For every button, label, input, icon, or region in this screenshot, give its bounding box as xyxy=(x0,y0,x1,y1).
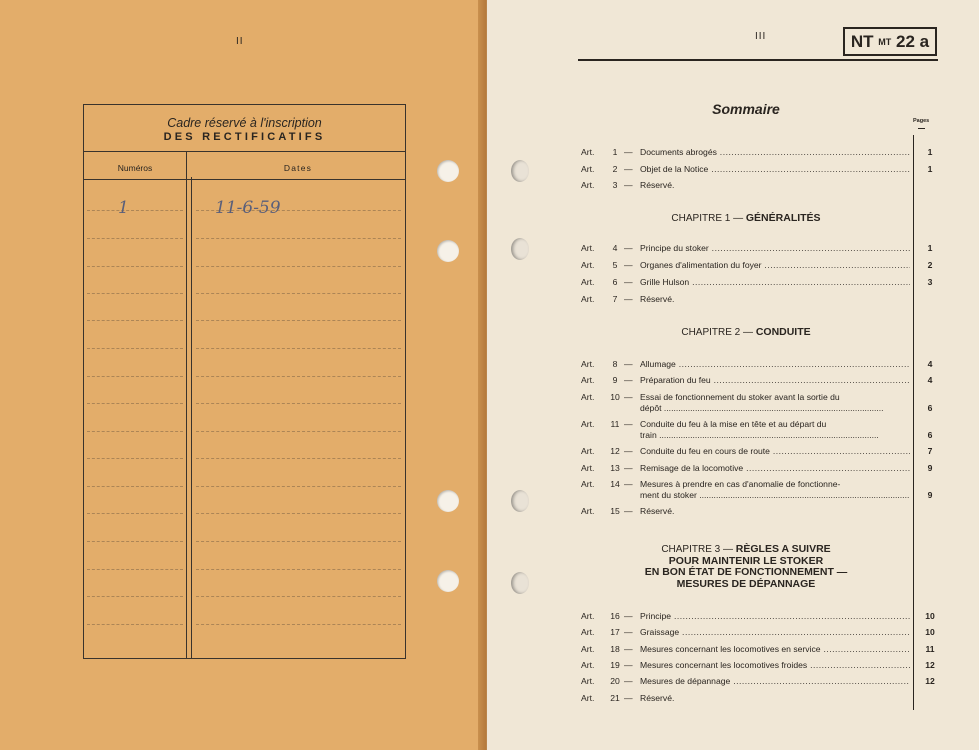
toc-title: Sommaire xyxy=(712,101,780,117)
punch-hole xyxy=(511,572,529,594)
ruled-line xyxy=(196,624,401,625)
chapter-1-prefix: CHAPITRE 1 — xyxy=(671,213,744,224)
toc-art-number: 16 xyxy=(610,611,620,621)
toc-dash: — xyxy=(624,506,633,517)
toc-dash: — xyxy=(624,277,633,287)
toc-art-number: 11 xyxy=(610,418,620,429)
toc-art-number: 17 xyxy=(610,627,620,638)
toc-art-number: 2 xyxy=(612,163,618,174)
toc-entry-title: Mesures concernant les locomotives en service ..... xyxy=(640,644,910,655)
ruled-line xyxy=(87,376,183,377)
ruled-line xyxy=(87,403,183,404)
ruled-line xyxy=(87,513,183,514)
chapter-3-heading xyxy=(578,544,914,590)
toc-art-number: 18 xyxy=(610,643,620,654)
toc-entry-title: Remisage de la locomotive ..... xyxy=(640,463,910,474)
toc-dash: — xyxy=(624,147,633,157)
toc-art-label: Art. xyxy=(581,692,595,703)
rectificatifs-title-line2: DES RECTIFICATIFS xyxy=(163,131,326,143)
toc-dash: — xyxy=(624,478,633,489)
toc-art-label: Art. xyxy=(581,294,595,304)
toc-dash: — xyxy=(624,462,633,473)
ruled-line xyxy=(196,376,401,377)
toc-entry-title: Objet de la Notice ..... xyxy=(640,164,910,175)
toc-art-label: Art. xyxy=(581,478,595,489)
toc-dash: — xyxy=(624,418,633,429)
chapter-2-prefix: CHAPITRE 2 — xyxy=(681,327,754,338)
toc-art-number: 14 xyxy=(610,478,620,489)
toc-dash: — xyxy=(624,611,633,621)
punch-hole xyxy=(437,240,459,262)
ruled-line xyxy=(87,210,183,211)
ruled-line xyxy=(87,458,183,459)
toc-dash: — xyxy=(624,391,633,402)
toc-art-label: Art. xyxy=(581,147,595,157)
ruled-line xyxy=(196,431,401,432)
numeros-column-header: Numéros xyxy=(117,163,153,173)
left-page xyxy=(0,0,487,750)
ruled-line xyxy=(87,293,183,294)
toc-entry-title: Conduite du feu en cours de route ..... xyxy=(640,446,910,457)
toc-entry-title: Grille Hulson ..... xyxy=(640,277,910,288)
toc-entry-title-continued: dépôt ..... xyxy=(640,403,910,414)
chapter-1-title: GÉNÉRALITÉS xyxy=(745,212,821,224)
chapter-2-heading xyxy=(578,327,914,339)
toc-art-number: 4 xyxy=(612,243,618,253)
toc-entry-title: Réservé. xyxy=(640,294,675,304)
toc-entry-title: Mesures de dépannage ..... xyxy=(640,676,910,687)
toc-dash: — xyxy=(624,375,633,386)
header-underline xyxy=(84,179,405,180)
toc-art-label: Art. xyxy=(581,506,595,517)
toc-art-label: Art. xyxy=(581,418,595,429)
toc-art-number: 8 xyxy=(612,359,618,369)
ruled-line xyxy=(87,320,183,321)
toc-entry-title-continued: train ..... xyxy=(640,430,910,441)
toc-page-number: 11 xyxy=(925,643,935,654)
ruled-line xyxy=(196,266,401,267)
toc-art-number: 12 xyxy=(610,446,620,457)
dates-column-header: Dates xyxy=(283,163,313,173)
ruled-line xyxy=(196,293,401,294)
entry-date: 11-6-59 xyxy=(215,198,281,218)
column-divider xyxy=(191,177,192,658)
toc-dash: — xyxy=(624,294,633,304)
punch-hole xyxy=(437,490,459,512)
ruled-line xyxy=(196,458,401,459)
toc-art-number: 7 xyxy=(612,294,618,304)
toc-page-number: 2 xyxy=(927,260,933,270)
toc-entry-title: Réservé. xyxy=(640,180,675,190)
toc-page-number: 10 xyxy=(925,611,935,621)
document-reference xyxy=(843,27,937,56)
ruled-line xyxy=(87,348,183,349)
toc-art-number: 13 xyxy=(610,462,620,473)
punch-hole xyxy=(437,570,459,592)
ruled-line xyxy=(87,569,183,570)
ruled-line xyxy=(87,266,183,267)
toc-page-number: 7 xyxy=(927,446,933,457)
toc-art-number: 9 xyxy=(612,375,618,386)
toc-art-label: Art. xyxy=(581,676,595,687)
toc-art-label: Art. xyxy=(581,659,595,670)
entry-numero: 1 xyxy=(118,198,129,218)
toc-page-number: 12 xyxy=(925,676,935,687)
toc-dash: — xyxy=(624,243,633,253)
toc-entry-title: Principe du stoker ..... xyxy=(640,243,910,254)
toc-entry-title: Graissage ..... xyxy=(640,627,910,638)
ruled-line xyxy=(196,238,401,239)
toc-art-label: Art. xyxy=(581,462,595,473)
toc-entry-title: Allumage ..... xyxy=(640,359,910,370)
toc-page-number: 10 xyxy=(925,627,935,638)
ruled-line xyxy=(87,624,183,625)
toc-art-number: 19 xyxy=(610,659,620,670)
toc-page-number: 4 xyxy=(927,375,933,386)
toc-page-number: 1 xyxy=(927,147,933,157)
chapter-1-heading xyxy=(578,213,914,225)
ruled-line xyxy=(87,238,183,239)
toc-art-label: Art. xyxy=(581,643,595,654)
rectificatifs-title-line1: Cadre réservé à l'inscription xyxy=(167,116,322,130)
toc-art-number: 15 xyxy=(610,506,620,517)
punch-hole xyxy=(511,238,529,260)
toc-art-number: 20 xyxy=(610,676,620,687)
toc-page-number: 1 xyxy=(927,243,933,253)
toc-art-number: 5 xyxy=(612,260,618,270)
toc-entry-title: Préparation du feu ..... xyxy=(640,375,910,386)
toc-dash: — xyxy=(624,627,633,638)
ruled-line xyxy=(196,320,401,321)
toc-page-number: 3 xyxy=(927,277,933,287)
toc-page-number: 9 xyxy=(927,489,933,500)
toc-dash: — xyxy=(624,659,633,670)
toc-page-number: 1 xyxy=(927,163,933,174)
chapter-3-line2: POUR MAINTENIR LE STOKER xyxy=(668,554,824,567)
column-headers xyxy=(84,151,405,182)
header-rule xyxy=(578,59,938,61)
toc-entry-title: Organes d'alimentation du foyer ..... xyxy=(640,260,910,271)
toc-entry-title: Réservé. xyxy=(640,506,675,517)
column-divider xyxy=(186,151,187,658)
toc-page-number: 6 xyxy=(927,429,933,440)
toc-entry-title: Réservé. xyxy=(640,692,675,703)
punch-hole xyxy=(511,490,529,512)
chapter-3-line4: MESURES DE DÉPANNAGE xyxy=(676,577,816,590)
punch-hole xyxy=(437,160,459,182)
ruled-line xyxy=(196,348,401,349)
right-page-number: III xyxy=(755,31,767,42)
toc-entry-title: Conduite du feu à la mise en tête et au départ du xyxy=(640,418,827,429)
toc-entry-title-continued: ment du stoker ..... xyxy=(640,490,910,501)
ruled-line xyxy=(196,486,401,487)
toc-art-label: Art. xyxy=(581,180,595,190)
ruled-line xyxy=(87,596,183,597)
chapter-2-title: CONDUITE xyxy=(755,326,811,338)
doc-ref-mid: MT xyxy=(878,37,892,48)
toc-art-label: Art. xyxy=(581,375,595,386)
ruled-line xyxy=(196,541,401,542)
ruled-line xyxy=(87,541,183,542)
toc-art-label: Art. xyxy=(581,611,595,621)
toc-art-number: 21 xyxy=(610,692,620,703)
toc-art-label: Art. xyxy=(581,163,595,174)
toc-page-number: 12 xyxy=(925,659,935,670)
ruled-line xyxy=(196,569,401,570)
toc-art-number: 10 xyxy=(610,391,620,402)
toc-entry-title: Essai de fonctionnement du stoker avant la sortie du xyxy=(640,391,840,402)
left-page-number: II xyxy=(236,36,244,47)
ruled-line xyxy=(196,403,401,404)
chapter-3-prefix: CHAPITRE 3 — xyxy=(661,544,733,555)
toc-art-label: Art. xyxy=(581,446,595,457)
rectificatifs-table xyxy=(83,104,406,659)
toc-art-number: 1 xyxy=(612,147,618,157)
toc-art-label: Art. xyxy=(581,277,595,287)
toc-entry-title: Documents abrogés ..... xyxy=(640,147,910,158)
ruled-line xyxy=(196,513,401,514)
toc-entry-title: Mesures concernant les locomotives froides ..... xyxy=(640,660,910,671)
toc-dash: — xyxy=(624,643,633,654)
toc-art-label: Art. xyxy=(581,627,595,638)
chapter-3-line1: RÈGLES A SUIVRE xyxy=(735,543,831,555)
toc-dash: — xyxy=(624,676,633,687)
toc-dash: — xyxy=(624,260,633,270)
toc-dash: — xyxy=(624,180,633,190)
toc-dash: — xyxy=(624,359,633,369)
toc-art-label: Art. xyxy=(581,260,595,270)
toc-page-number: 4 xyxy=(927,359,933,369)
pages-dash xyxy=(918,128,925,129)
punch-hole xyxy=(511,160,529,182)
toc-page-number: 6 xyxy=(927,402,933,413)
ruled-line xyxy=(87,431,183,432)
toc-dash: — xyxy=(624,446,633,457)
toc-art-number: 3 xyxy=(612,180,618,190)
toc-entry-title: Mesures à prendre en cas d'anomalie de fonctionne- xyxy=(640,478,841,489)
toc-art-number: 6 xyxy=(612,277,618,287)
toc-art-label: Art. xyxy=(581,391,595,402)
toc-entry-title: Principe ..... xyxy=(640,611,910,622)
pages-label: Pages xyxy=(913,118,930,124)
toc-dash: — xyxy=(624,692,633,703)
toc-art-label: Art. xyxy=(581,243,595,253)
doc-ref-suffix: 22 a xyxy=(896,32,930,51)
ruled-line xyxy=(196,596,401,597)
chapter-3-line3: EN BON ÉTAT DE FONCTIONNEMENT — xyxy=(644,566,848,578)
toc-page-number: 9 xyxy=(927,462,933,473)
toc-art-label: Art. xyxy=(581,359,595,369)
ruled-line xyxy=(87,486,183,487)
doc-ref-prefix: NT xyxy=(850,32,874,51)
rectificatifs-title xyxy=(84,105,405,152)
toc-dash: — xyxy=(624,163,633,174)
